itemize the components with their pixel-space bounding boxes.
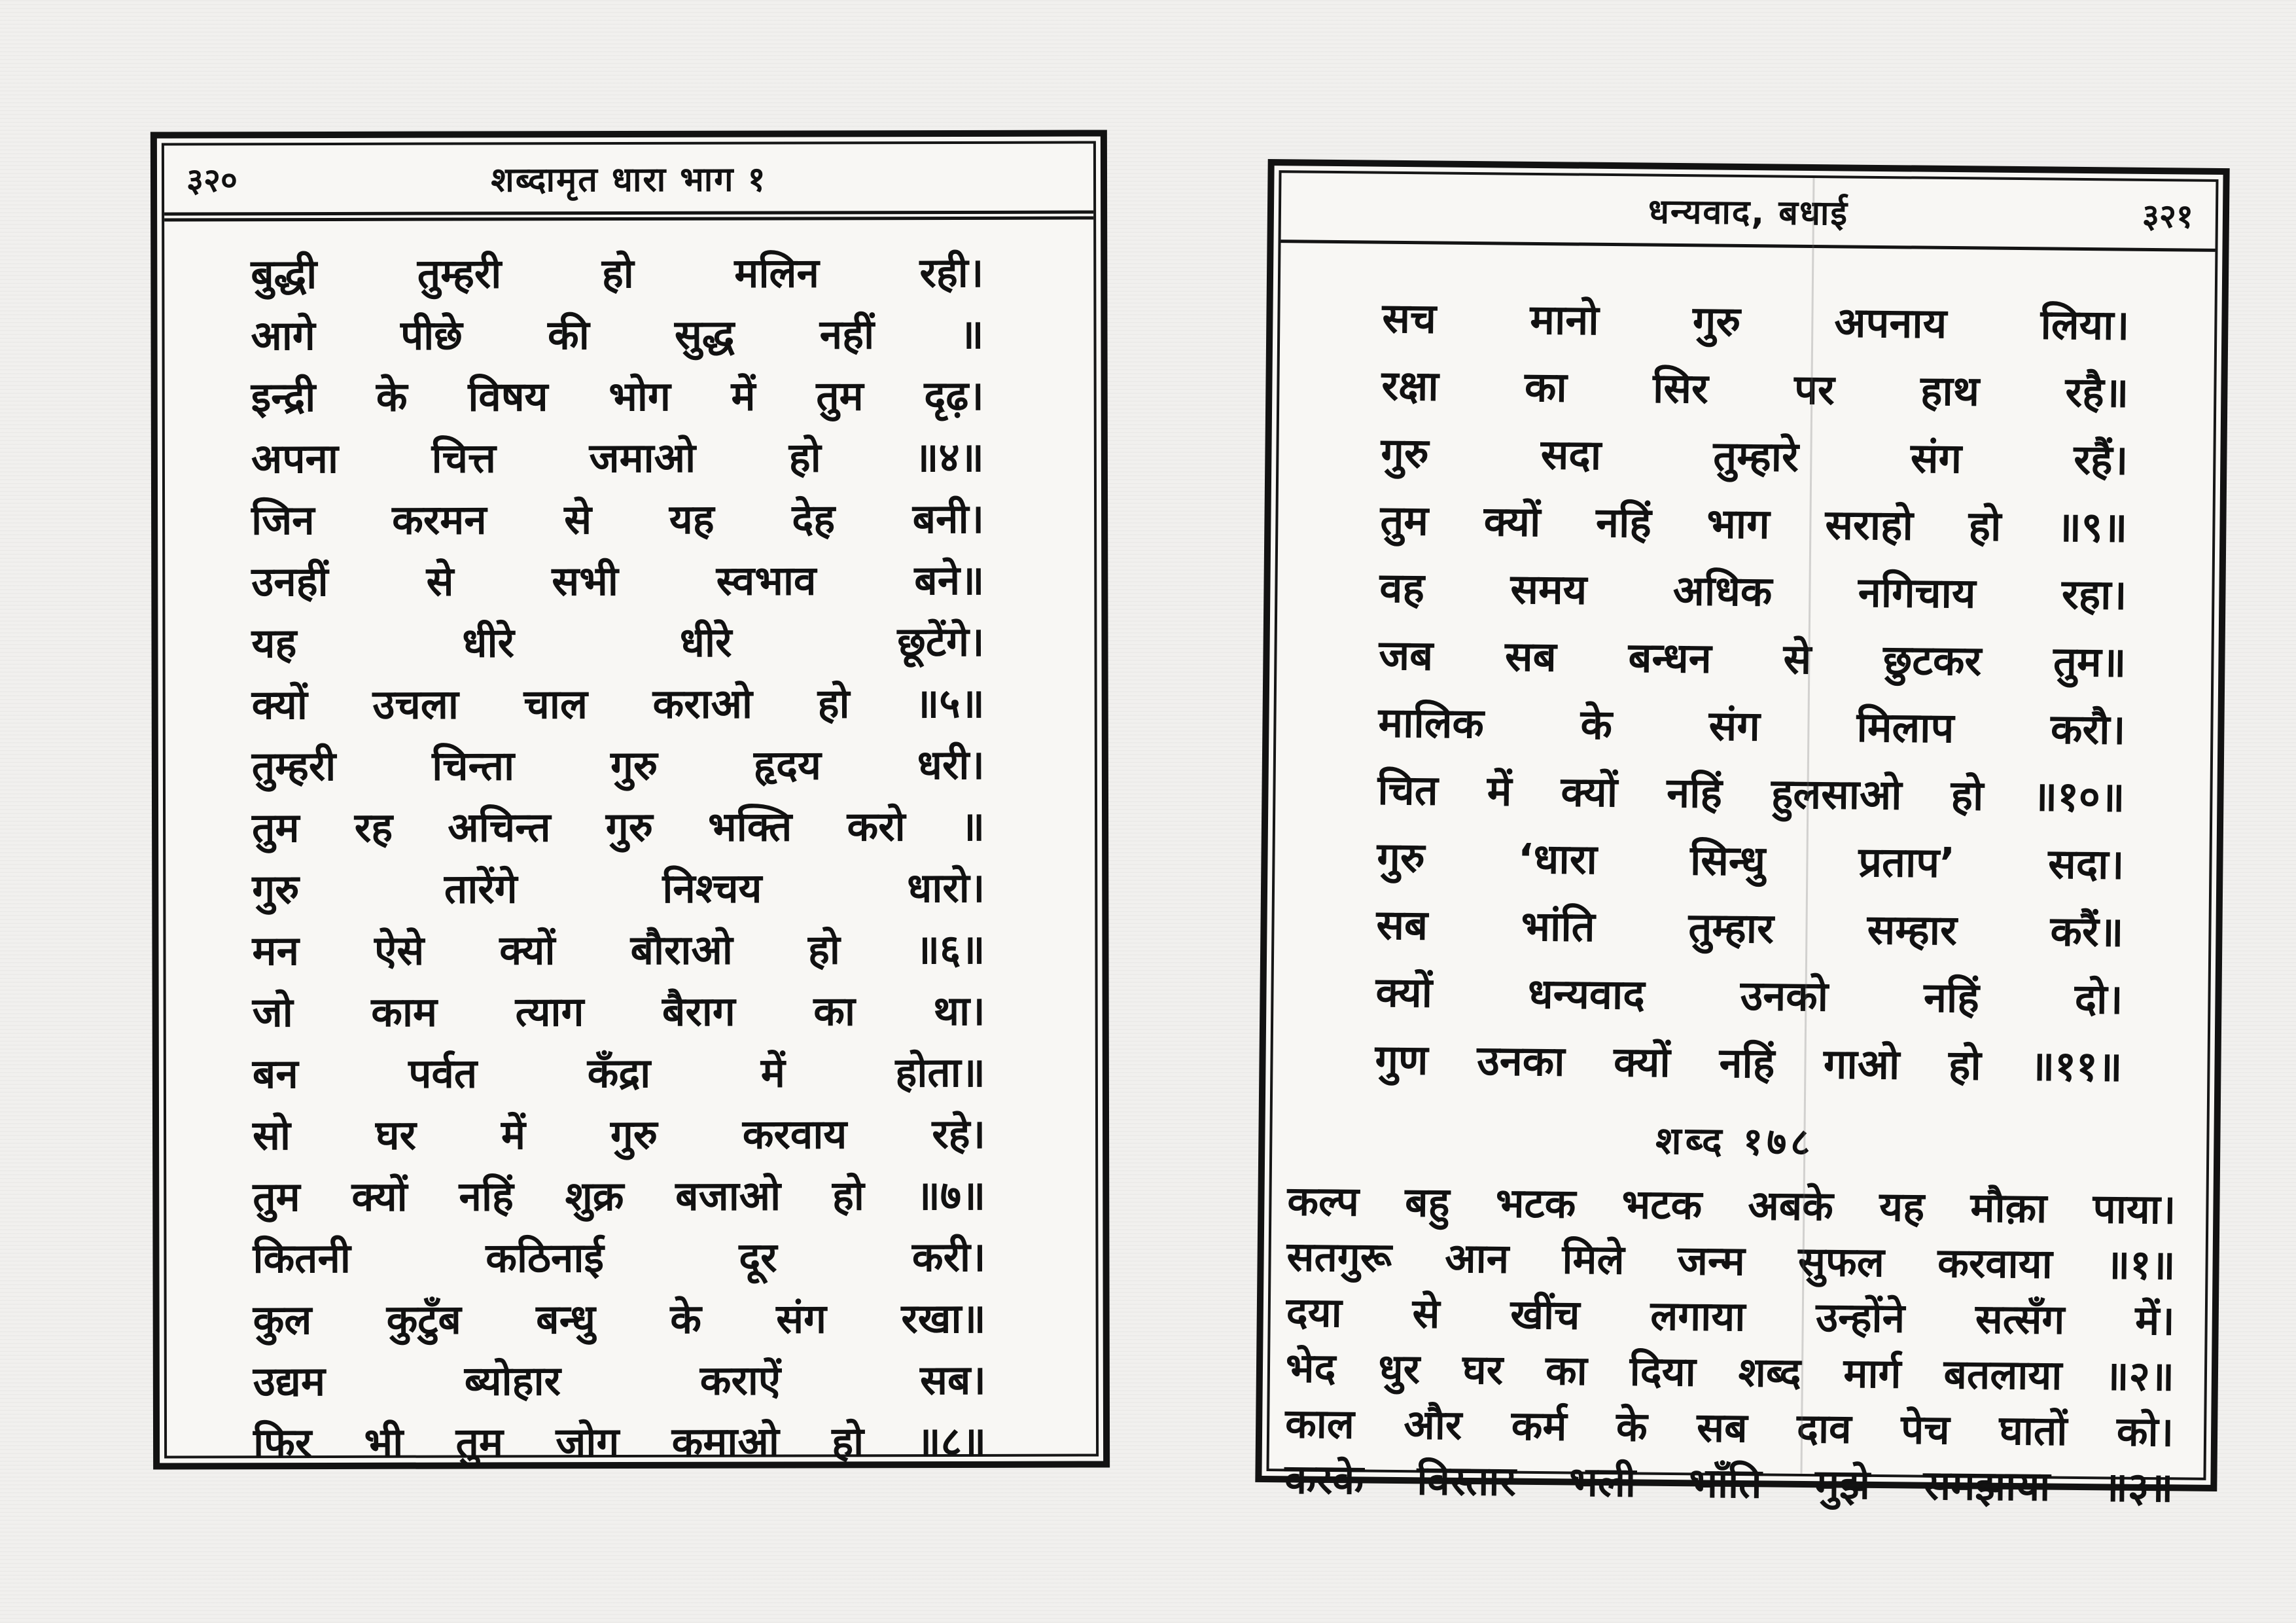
left-page (150, 130, 1110, 1469)
verse-line: कल्प बहु भटक भटक अबके यह मौक़ा पाया। (1287, 1177, 2176, 1234)
section-heading: शब्द १७८ (1655, 1118, 1814, 1165)
verse-line: मन ऐसे क्यों बौराओ हो ॥६॥ (252, 925, 985, 975)
verse-line: यह धीरे धीरे छूटेंगे। (251, 617, 985, 668)
left-page-number: ३२० (186, 161, 238, 200)
right-page-verses (1269, 243, 2215, 1516)
verse-line: क्यों धन्यवाद उनको नहिं दो। (1375, 968, 2123, 1024)
verse-line: उद्यम ब्योहार कराऐं सब। (253, 1355, 986, 1406)
verse-line: मालिक के संग मिलाप करौ। (1378, 698, 2126, 754)
verse-line: क्यों उचला चाल कराओ हो ॥५॥ (251, 679, 985, 729)
verse-line: वह समय अधिक नगिचाय रहा। (1379, 563, 2127, 619)
section-verses (1284, 1173, 2176, 1515)
right-page-inner-border (1266, 170, 2218, 1512)
verse-line: कितनी कठिनाई दूर करी। (253, 1232, 986, 1283)
verse-line: करके विस्तार भली भाँति मुझे समझाया ॥३॥ (1284, 1455, 2174, 1512)
verse-line: दया से खींच लगाया उन्होंने सत्सँग में। (1286, 1288, 2176, 1345)
verse-line: तुम क्यों नहिं शुक्र बजाओ हो ॥७॥ (253, 1171, 986, 1221)
verse-line: जिन करमन से यह देह बनी। (251, 494, 985, 544)
right-page-title: धन्यवाद, बधाई (1648, 192, 1849, 234)
verse-line: तुम्हरी चिन्ता गुरु हृदय धरी। (251, 740, 985, 791)
verse-line: सब भांति तुम्हार सम्हार करैं॥ (1376, 901, 2124, 956)
left-page-inner-border (162, 141, 1099, 1467)
verse-line: गुण उनका क्यों नहिं गाओ हो ॥११॥ (1375, 1035, 2123, 1091)
verse-line: रक्षा का सिर पर हाथ रहै॥ (1381, 361, 2129, 417)
right-page-header (1281, 173, 2216, 252)
verse-line: कुल कुटुँब बन्धु के संग रखा॥ (253, 1294, 986, 1344)
left-page-verses (164, 220, 1096, 1474)
verse-line: जो काम त्याग बैराग का था। (252, 986, 985, 1037)
verse-line: तुम क्यों नहिं भाग सराहो हो ॥९॥ (1380, 496, 2128, 552)
verse-line: अपना चित्त जमाओ हो ॥४॥ (251, 433, 984, 483)
verse-line: सो घर में गुरु करवाय रहे। (252, 1109, 986, 1160)
left-page-title: शब्दामृत धारा भाग १ (491, 160, 767, 200)
verse-line: गुरु सदा तुम्हारे संग रहैं। (1381, 429, 2128, 484)
verse-line: बुद्धी तुम्हरी हो मलिन रही। (251, 248, 984, 298)
right-page-number: ३२१ (2142, 196, 2194, 236)
verse-line: सतगुरू आन मिले जन्म सुफल करवाया ॥१॥ (1286, 1232, 2176, 1289)
verse-line: भेद धुर घर का दिया शब्द मार्ग बतलाया ॥२॥ (1285, 1344, 2175, 1400)
verse-line: चित में क्यों नहिं हुलसाओ हो ॥१०॥ (1377, 766, 2125, 821)
verse-line: सच मानो गुरु अपनाय लिया। (1382, 294, 2130, 349)
right-page (1255, 159, 2229, 1512)
verse-line: तुम रह अचिन्त गुरु भक्ति करो ॥ (252, 802, 985, 852)
verse-line: उनहीं से सभी स्वभाव बने॥ (251, 556, 985, 606)
verse-line: फिर भी तुम जोग कमाओ हो ॥८॥ (253, 1417, 987, 1467)
verse-line: आगे पीछे की सुद्ध नहीं ॥ (251, 310, 984, 360)
verse-line: गुरु ‘धारा सिन्धु प्रताप’ सदा। (1377, 833, 2125, 889)
verse-line: जब सब बन्धन से छुटकर तुम॥ (1379, 631, 2127, 687)
left-page-header (164, 144, 1093, 222)
verse-line: गुरु तारेंगे निश्चय धारो। (252, 863, 985, 914)
verse-line: काल और कर्म के सब दाव पेच घातों को। (1284, 1399, 2174, 1456)
verse-line: इन्द्री के विषय भोग में तुम दृढ़। (251, 371, 984, 421)
verse-line: बन पर्वत कँद्रा में होता॥ (252, 1048, 985, 1098)
